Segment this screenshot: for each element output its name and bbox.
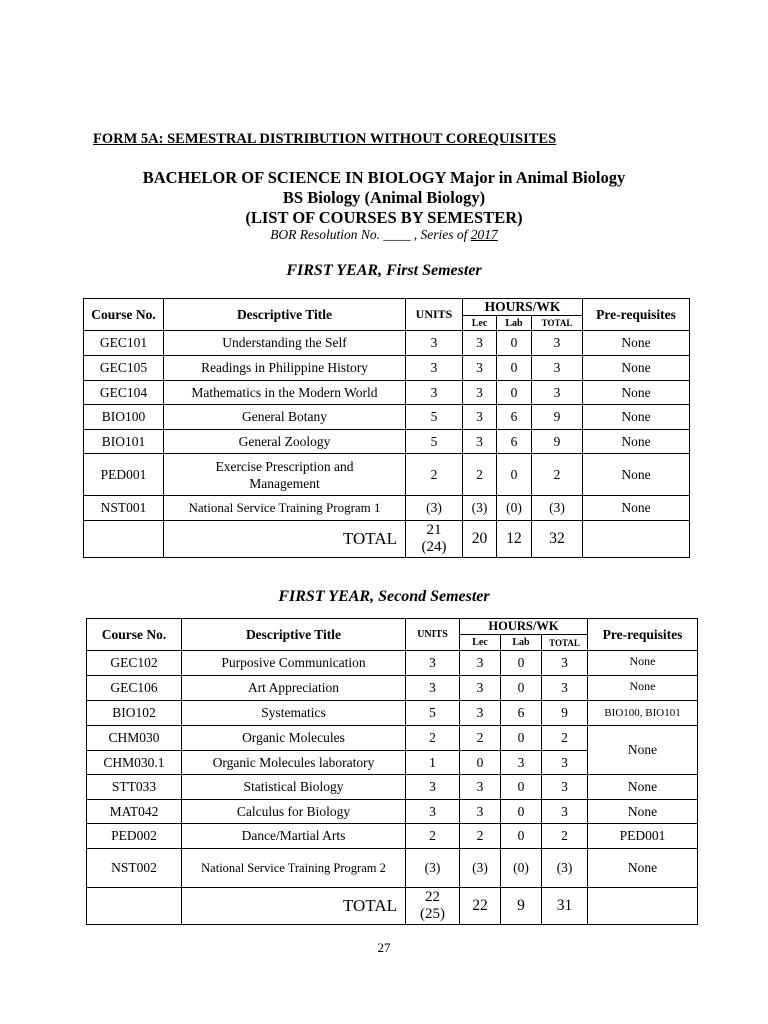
total-lec: 22 [460,888,501,925]
cell-lab: 0 [501,651,542,676]
cell-units: 5 [406,430,463,454]
table-row [87,775,698,800]
cell-lec: 3 [463,405,497,430]
cell-course-no: BIO101 [84,430,164,454]
header-prerequisites: Pre-requisites [583,299,690,331]
cell-lec: 3 [460,800,501,824]
cell-title: Organic Molecules laboratory [182,751,406,775]
table-row [87,824,698,849]
table-row [87,726,698,751]
header-lab: Lab [501,635,542,651]
total-units-alt: (24) [421,539,447,555]
cell-course-no: NST001 [84,496,164,521]
cell-course-no: BIO100 [84,405,164,430]
cell-units: 3 [406,356,463,381]
cell-title: Readings in Philippine History [164,356,406,381]
header-total: TOTAL [532,316,583,331]
cell-units: 3 [406,331,463,356]
cell-course-no: NST002 [87,849,182,888]
cell-prereq: None [583,381,690,405]
cell-lec: 3 [460,701,501,726]
header-hours-wk: HOURS/WK [463,299,583,316]
total-units [406,521,463,558]
cell-units: 5 [406,701,460,726]
cell-lab: 0 [497,356,532,381]
header-lec: Lec [460,635,501,651]
cell-total: 9 [542,701,588,726]
list-title: (LIST OF COURSES BY SEMESTER) [245,208,523,227]
cell-title: Understanding the Self [164,331,406,356]
cell-title: General Botany [164,405,406,430]
cell-prereq: None [583,356,690,381]
total-lab: 12 [497,521,532,558]
total-units-alt: (25) [420,906,445,922]
cell-lec: 3 [463,381,497,405]
total-row [84,521,690,558]
total-blank [84,521,164,558]
cell-total: (3) [532,496,583,521]
bor-year: 2017 [470,227,498,242]
cell-lec: 3 [463,331,497,356]
cell-title: Exercise Prescription and Management [164,454,406,496]
header-descriptive-title: Descriptive Title [182,619,406,651]
cell-course-no: GEC104 [84,381,164,405]
cell-prereq: None [583,496,690,521]
cell-total: 2 [532,454,583,496]
cell-course-no: CHM030 [87,726,182,751]
header-lab: Lab [497,316,532,331]
bor-prefix: BOR Resolution No. ____ , Series of [270,227,471,242]
cell-lab: 3 [501,751,542,775]
cell-total: 3 [542,751,588,775]
cell-units: 3 [406,800,460,824]
cell-prereq: None [583,454,690,496]
table-row [87,800,698,824]
header-course-no: Course No. [87,619,182,651]
header-lec: Lec [463,316,497,331]
total-prereq-blank [588,888,698,925]
cell-course-no: PED001 [84,454,164,496]
cell-lab: 0 [501,824,542,849]
cell-lab: (0) [497,496,532,521]
cell-course-no: GEC102 [87,651,182,676]
total-total: 31 [542,888,588,925]
total-units-value: 21 [426,522,442,538]
cell-units: 3 [406,381,463,405]
cell-title: Art Appreciation [182,676,406,701]
cell-lec: 3 [463,430,497,454]
cell-prereq: None [583,405,690,430]
page-number: 27 [377,940,391,955]
sem2-table [86,618,698,925]
cell-lec: 3 [460,676,501,701]
cell-title: General Zoology [164,430,406,454]
total-lab: 9 [501,888,542,925]
cell-course-no: GEC101 [84,331,164,356]
total-label: TOTAL [182,888,406,925]
cell-title: Dance/Martial Arts [182,824,406,849]
table-row [87,651,698,676]
cell-course-no: MAT042 [87,800,182,824]
cell-units: 2 [406,454,463,496]
cell-prereq: None [583,430,690,454]
table-row [84,405,690,430]
cell-title: Statistical Biology [182,775,406,800]
cell-lec: 3 [463,356,497,381]
total-total: 32 [532,521,583,558]
total-blank [87,888,182,925]
cell-units: 5 [406,405,463,430]
table-row [87,849,698,888]
cell-lab: 0 [501,800,542,824]
cell-lec: 3 [460,775,501,800]
cell-total: (3) [542,849,588,888]
cell-prereq: None [588,775,698,800]
table-row [84,331,690,356]
sem2-heading: FIRST YEAR, Second Semester [278,588,490,605]
total-units-value: 22 [425,889,440,905]
cell-lab: 0 [497,381,532,405]
cell-units: 3 [406,651,460,676]
cell-title: National Service Training Program 1 [164,496,406,521]
cell-title: National Service Training Program 2 [182,849,406,888]
cell-prereq: None [588,651,698,676]
cell-total: 3 [542,676,588,701]
total-row [87,888,698,925]
cell-title: Purposive Communication [182,651,406,676]
header-units: UNITS [406,299,463,331]
cell-prereq: None [588,726,698,775]
cell-lab: 0 [497,331,532,356]
total-units [406,888,460,925]
program-subtitle: BS Biology (Animal Biology) [282,188,486,207]
table-row [84,496,690,521]
header-prerequisites: Pre-requisites [588,619,698,651]
sem1-heading: FIRST YEAR, First Semester [286,262,482,279]
cell-units: 1 [406,751,460,775]
header-hours-wk: HOURS/WK [460,619,588,635]
table-row [84,356,690,381]
cell-units: (3) [406,496,463,521]
cell-prereq: None [588,800,698,824]
cell-prereq: None [583,331,690,356]
cell-lec: (3) [460,849,501,888]
cell-lec: 2 [460,824,501,849]
total-prereq-blank [583,521,690,558]
cell-lec: 2 [460,726,501,751]
cell-course-no: BIO102 [87,701,182,726]
cell-units: 3 [406,676,460,701]
cell-lab: 6 [497,405,532,430]
cell-course-no: GEC106 [87,676,182,701]
cell-total: 3 [532,356,583,381]
cell-units: (3) [406,849,460,888]
cell-course-no: CHM030.1 [87,751,182,775]
cell-prereq: PED001 [588,824,698,849]
cell-lab: 6 [497,430,532,454]
cell-prereq: None [588,849,698,888]
cell-lab: 6 [501,701,542,726]
cell-title: Mathematics in the Modern World [164,381,406,405]
header-descriptive-title: Descriptive Title [164,299,406,331]
cell-lec: 3 [460,651,501,676]
header-total: TOTAL [542,635,588,651]
cell-lab: (0) [501,849,542,888]
total-lec: 20 [463,521,497,558]
cell-title: Calculus for Biology [182,800,406,824]
header-course-no: Course No. [84,299,164,331]
cell-prereq: None [588,676,698,701]
cell-units: 2 [406,824,460,849]
cell-total: 3 [532,381,583,405]
cell-lab: 0 [501,775,542,800]
cell-total: 9 [532,430,583,454]
form-label: FORM 5A: SEMESTRAL DISTRIBUTION WITHOUT COREQUISITES [93,131,557,147]
cell-total: 3 [542,800,588,824]
cell-course-no: GEC105 [84,356,164,381]
cell-total: 2 [542,726,588,751]
table-row [84,381,690,405]
cell-prereq: BIO100, BIO101 [588,701,698,726]
cell-course-no: PED002 [87,824,182,849]
cell-lec: 2 [463,454,497,496]
cell-lec: (3) [463,496,497,521]
cell-total: 9 [532,405,583,430]
cell-total: 3 [542,651,588,676]
table-row [87,701,698,726]
cell-lec: 0 [460,751,501,775]
table-row [87,676,698,701]
cell-units: 2 [406,726,460,751]
program-title: BACHELOR OF SCIENCE IN BIOLOGY Major in Animal Biology [142,168,626,187]
cell-course-no: STT033 [87,775,182,800]
bor-resolution [0,227,768,243]
cell-total: 3 [542,775,588,800]
cell-title: Systematics [182,701,406,726]
cell-lab: 0 [501,676,542,701]
cell-lab: 0 [501,726,542,751]
table-row [84,454,690,496]
sem1-table [83,298,690,558]
table-row [84,430,690,454]
header-units: UNITS [406,619,460,651]
cell-lab: 0 [497,454,532,496]
cell-title: Organic Molecules [182,726,406,751]
cell-total: 2 [542,824,588,849]
cell-units: 3 [406,775,460,800]
total-label: TOTAL [164,521,406,558]
cell-total: 3 [532,331,583,356]
